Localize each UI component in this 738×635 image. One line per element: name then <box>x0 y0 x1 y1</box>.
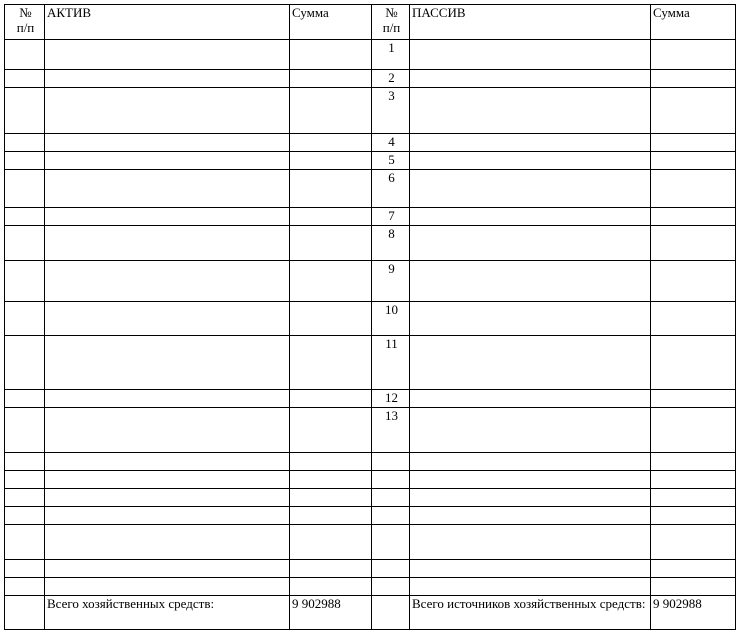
asset-num-cell <box>5 507 45 525</box>
asset-sum-cell <box>290 152 372 170</box>
liability-num-cell <box>372 453 410 471</box>
asset-name-cell <box>45 408 290 453</box>
asset-name-cell <box>45 261 290 302</box>
assets-header: АКТИВ <box>45 5 290 40</box>
table-row <box>5 208 736 226</box>
table-row <box>5 453 736 471</box>
table-row <box>5 152 736 170</box>
assets-sum-header: Сумма <box>290 5 372 40</box>
asset-sum-cell <box>290 489 372 507</box>
liability-name-cell <box>410 134 651 152</box>
liability-name-cell <box>410 507 651 525</box>
liability-sum-cell <box>651 390 736 408</box>
asset-num-cell <box>5 134 45 152</box>
liability-num-cell: 6 <box>372 170 410 208</box>
liability-sum-cell <box>651 408 736 453</box>
asset-num-cell <box>5 525 45 560</box>
asset-sum-cell <box>290 525 372 560</box>
liabilities-sum-header: Сумма <box>651 5 736 40</box>
liability-num-cell <box>372 507 410 525</box>
liability-name-cell <box>410 152 651 170</box>
asset-name-cell <box>45 336 290 390</box>
liability-sum-cell <box>651 40 736 70</box>
liability-sum-cell <box>651 226 736 261</box>
liability-sum-cell <box>651 336 736 390</box>
liability-name-cell <box>410 170 651 208</box>
liabilities-total-value: 9 902988 <box>651 596 736 630</box>
asset-num-cell <box>5 471 45 489</box>
asset-sum-cell <box>290 208 372 226</box>
asset-num-cell <box>5 208 45 226</box>
liability-name-cell <box>410 471 651 489</box>
table-row <box>5 302 736 336</box>
table-row <box>5 507 736 525</box>
total-num-cell <box>5 596 45 630</box>
liability-name-cell <box>410 336 651 390</box>
asset-sum-cell <box>290 453 372 471</box>
asset-sum-cell <box>290 302 372 336</box>
table-row <box>5 88 736 134</box>
asset-name-cell <box>45 152 290 170</box>
liability-num-cell: 8 <box>372 226 410 261</box>
asset-num-cell <box>5 70 45 88</box>
liability-name-cell <box>410 261 651 302</box>
asset-sum-cell <box>290 70 372 88</box>
table-row <box>5 226 736 261</box>
liab-num-header <box>372 5 410 40</box>
liability-sum-cell <box>651 208 736 226</box>
table-row <box>5 560 736 578</box>
asset-name-cell <box>45 70 290 88</box>
liability-num-cell: 1 <box>372 40 410 70</box>
asset-num-header <box>5 5 45 40</box>
liability-num-cell: 10 <box>372 302 410 336</box>
liability-num-cell: 4 <box>372 134 410 152</box>
table-row <box>5 489 736 507</box>
asset-num-cell <box>5 453 45 471</box>
assets-total-label: Всего хозяйственных средств: <box>45 596 290 630</box>
asset-sum-cell <box>290 560 372 578</box>
asset-name-cell <box>45 489 290 507</box>
asset-num-cell <box>5 560 45 578</box>
liability-num-cell <box>372 471 410 489</box>
liability-sum-cell <box>651 152 736 170</box>
asset-sum-cell <box>290 88 372 134</box>
asset-sum-cell <box>290 408 372 453</box>
asset-name-cell <box>45 302 290 336</box>
asset-name-cell <box>45 134 290 152</box>
table-row <box>5 170 736 208</box>
asset-name-cell <box>45 560 290 578</box>
liability-name-cell <box>410 560 651 578</box>
liability-sum-cell <box>651 578 736 596</box>
asset-num-cell <box>5 302 45 336</box>
table-row <box>5 336 736 390</box>
liability-sum-cell <box>651 560 736 578</box>
asset-name-cell <box>45 226 290 261</box>
num-symbol: № <box>385 5 398 20</box>
asset-name-cell <box>45 88 290 134</box>
liability-sum-cell <box>651 489 736 507</box>
asset-sum-cell <box>290 390 372 408</box>
liability-name-cell <box>410 302 651 336</box>
balance-sheet-table <box>4 4 736 630</box>
assets-total-value: 9 902988 <box>290 596 372 630</box>
liability-num-cell <box>372 560 410 578</box>
liability-num-cell: 12 <box>372 390 410 408</box>
asset-num-cell <box>5 578 45 596</box>
liability-num-cell: 13 <box>372 408 410 453</box>
liability-name-cell <box>410 208 651 226</box>
totals-row <box>5 596 736 630</box>
liability-num-cell: 2 <box>372 70 410 88</box>
liability-sum-cell <box>651 453 736 471</box>
asset-sum-cell <box>290 134 372 152</box>
asset-num-cell <box>5 170 45 208</box>
asset-sum-cell <box>290 226 372 261</box>
liability-num-cell <box>372 578 410 596</box>
table-row <box>5 525 736 560</box>
asset-num-cell <box>5 88 45 134</box>
asset-name-cell <box>45 390 290 408</box>
asset-name-cell <box>45 208 290 226</box>
liability-sum-cell <box>651 70 736 88</box>
liability-name-cell <box>410 578 651 596</box>
liability-name-cell <box>410 226 651 261</box>
table-row <box>5 578 736 596</box>
liability-num-cell <box>372 489 410 507</box>
asset-num-cell <box>5 390 45 408</box>
liability-name-cell <box>410 489 651 507</box>
asset-name-cell <box>45 170 290 208</box>
table-row <box>5 408 736 453</box>
table-row <box>5 261 736 302</box>
asset-name-cell <box>45 471 290 489</box>
asset-name-cell <box>45 525 290 560</box>
asset-name-cell <box>45 578 290 596</box>
liability-name-cell <box>410 70 651 88</box>
asset-num-cell <box>5 152 45 170</box>
table-row <box>5 40 736 70</box>
asset-num-cell <box>5 408 45 453</box>
liability-name-cell <box>410 88 651 134</box>
num-abbrev: п/п <box>16 20 35 35</box>
table-row <box>5 134 736 152</box>
asset-sum-cell <box>290 40 372 70</box>
table-row <box>5 390 736 408</box>
asset-num-cell <box>5 336 45 390</box>
asset-sum-cell <box>290 578 372 596</box>
asset-num-cell <box>5 226 45 261</box>
total-num-cell <box>372 596 410 630</box>
liability-num-cell: 5 <box>372 152 410 170</box>
liability-num-cell: 3 <box>372 88 410 134</box>
liability-sum-cell <box>651 471 736 489</box>
liability-sum-cell <box>651 302 736 336</box>
liability-sum-cell <box>651 134 736 152</box>
liability-sum-cell <box>651 525 736 560</box>
liability-num-cell <box>372 525 410 560</box>
asset-sum-cell <box>290 261 372 302</box>
asset-sum-cell <box>290 336 372 390</box>
liability-sum-cell <box>651 507 736 525</box>
liability-num-cell: 11 <box>372 336 410 390</box>
asset-num-cell <box>5 489 45 507</box>
header-row <box>5 5 736 40</box>
liability-sum-cell <box>651 170 736 208</box>
asset-num-cell <box>5 261 45 302</box>
num-symbol: № <box>19 5 32 20</box>
liability-sum-cell <box>651 261 736 302</box>
asset-num-cell <box>5 40 45 70</box>
liability-num-cell: 7 <box>372 208 410 226</box>
liability-sum-cell <box>651 88 736 134</box>
liabilities-total-label: Всего источников хозяйственных средств: <box>410 596 651 630</box>
liability-name-cell <box>410 390 651 408</box>
liability-name-cell <box>410 525 651 560</box>
table-row <box>5 471 736 489</box>
table-row <box>5 70 736 88</box>
liability-num-cell: 9 <box>372 261 410 302</box>
liability-name-cell <box>410 40 651 70</box>
asset-sum-cell <box>290 170 372 208</box>
liability-name-cell <box>410 453 651 471</box>
asset-name-cell <box>45 507 290 525</box>
asset-name-cell <box>45 40 290 70</box>
asset-sum-cell <box>290 471 372 489</box>
liability-name-cell <box>410 408 651 453</box>
num-abbrev: п/п <box>382 20 401 35</box>
liabilities-header: ПАССИВ <box>410 5 651 40</box>
asset-name-cell <box>45 453 290 471</box>
asset-sum-cell <box>290 507 372 525</box>
